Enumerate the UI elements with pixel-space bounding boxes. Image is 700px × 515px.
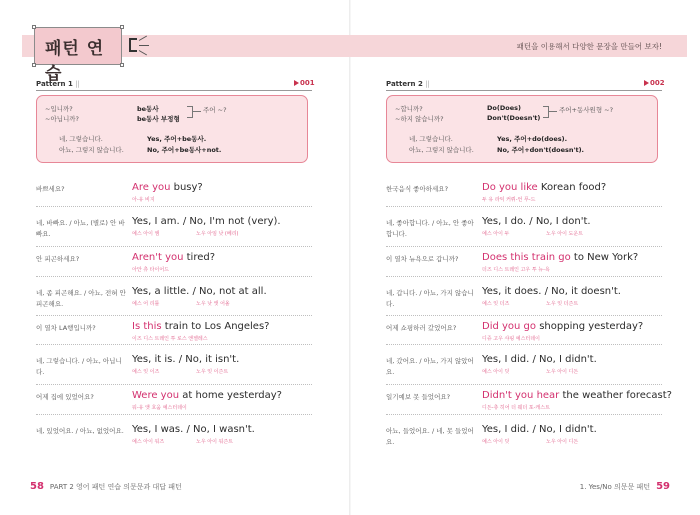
pronunciation-2: 노우 잇 이즌트 (196, 369, 229, 375)
pronunciation: 워-유 앳 호움 예스터데이 (132, 405, 187, 411)
english-sentence (482, 390, 672, 401)
book-spine (349, 0, 351, 515)
english-sentence (132, 286, 267, 297)
pronunciation: 예스 잇 이즈 (132, 369, 160, 375)
korean-sentence: 일기예보 못 들었어요? (386, 393, 451, 401)
footer-left (30, 481, 182, 492)
box-answer-2-ko: 아뇨, 그렇지 않습니다. (59, 146, 124, 154)
english-sentence (132, 252, 215, 263)
korean-sentence: 네, 갑니다. / 아뇨, 가지 않습니다. (386, 289, 474, 308)
audio-track[interactable]: 002 (644, 79, 665, 87)
korean-sentence: 이 열차 LA행입니까? (36, 324, 96, 332)
pronunciation-2: 노우 아이 디든 (546, 369, 579, 375)
korean-sentence: 어제 집에 있었어요? (36, 393, 94, 401)
box-answer-1-ko: 네, 그렇습니다. (409, 135, 453, 143)
sentence-rest: busy? (170, 182, 203, 193)
pattern-header (36, 78, 315, 92)
pronunciation: 디든-츄 히어 더 웨더 포-캐스트 (482, 405, 550, 411)
box-form-1: Do(Does) (487, 104, 521, 112)
sentence-rest: Yes, I do. / No, I don't. (482, 216, 591, 227)
english-sentence (132, 390, 282, 401)
footer-right-text: 1. Yes/No 의문문 패턴 (579, 483, 651, 491)
pronunciation: 아안 츄 타이어드 (132, 267, 169, 273)
pronunciation: 두 유 라익 커뤼-언 푸-드 (482, 197, 536, 203)
sentence-rest: Yes, I am. / No, I'm not (very). (132, 216, 281, 227)
play-icon (644, 80, 649, 86)
sentence-rest: Yes, I did. / No, I didn't. (482, 354, 597, 365)
play-icon (294, 80, 299, 86)
pronunciation: 예스 아이 딧 (482, 369, 510, 375)
pronunciation-2: 노우 낫 앳 어올 (196, 301, 230, 307)
pattern-label: Pattern 1 || (36, 80, 80, 88)
sentence-rest: Yes, I did. / No, I didn't. (482, 424, 597, 435)
korean-sentence: 한국음식 좋아하세요? (386, 185, 449, 193)
box-form-2: be동사 부정형 (137, 115, 180, 123)
pronunciation-2: 노우 잇 더즌트 (546, 301, 579, 307)
pattern-highlight: Were you (132, 390, 180, 401)
pronunciation: 디쥬 고우 샤핑 예스터데이 (482, 336, 540, 342)
box-subject: 주어+동사원형 ~? (559, 106, 614, 114)
english-sentence (482, 216, 591, 227)
korean-sentence: 안 피곤하세요? (36, 255, 80, 263)
title-corner-bl (32, 63, 36, 67)
footer-left-text: PART 2 영어 패턴 연습 의문문과 대답 패턴 (49, 483, 182, 491)
title-corner-tl (32, 25, 36, 29)
pronunciation: 예스 어 리틀 (132, 301, 160, 307)
pronunciation: 이즈 디스 트레인 투 로스 앤젤레스 (132, 336, 208, 342)
korean-sentence: 어제 쇼핑하러 갔었어요? (386, 324, 457, 332)
box-answer-2-en: No, 주어+be동사+not. (147, 146, 222, 154)
pattern-divider (386, 90, 662, 91)
pronunciation: 예스 아이 워즈 (132, 439, 165, 445)
english-sentence (482, 252, 638, 263)
pronunciation: 예스 아이 딧 (482, 439, 510, 445)
korean-sentence: 네, 있었어요. / 아뇨, 없었어요. (36, 427, 124, 435)
sentence-rest: Korean food? (537, 182, 607, 193)
sentence-rest: Yes, I was. / No, I wasn't. (132, 424, 255, 435)
box-answer-1-en: Yes, 주어+do(does). (497, 135, 568, 143)
pronunciation: 더즈 디스 트레인 고우 투 뉴-욕 (482, 267, 550, 273)
pronunciation: 예스 아이 두 (482, 231, 510, 237)
pattern-box (36, 95, 308, 163)
box-bracket (187, 106, 193, 118)
pattern-highlight: Aren't you (132, 252, 184, 263)
english-sentence (132, 354, 239, 365)
box-answer-1-en: Yes, 주어+be동사. (147, 135, 207, 143)
pronunciation: 아-유 비지 (132, 197, 155, 203)
sentence-rest: to New York? (570, 252, 639, 263)
korean-sentence: 네, 그렇습니다. / 아뇨, 아닙니다. (36, 357, 122, 376)
english-sentence (482, 182, 606, 193)
sparkle-icon (125, 36, 151, 56)
korean-sentence: 네, 좋아합니다. / 아뇨, 안 좋아합니다. (386, 219, 474, 238)
pronunciation: 예스 잇 더즈 (482, 301, 510, 307)
english-sentence (482, 286, 621, 297)
sentence-rest: Yes, it does. / No, it doesn't. (482, 286, 621, 297)
box-question-1: ~입니까? (45, 105, 73, 113)
box-form-1: be동사 (137, 105, 159, 113)
korean-sentence: 네, 바빠요. / 아뇨, (별로) 안 바빠요. (36, 219, 125, 238)
box-answer-2-en: No, 주어+don't(doesn't). (497, 146, 585, 154)
page-number-right: 59 (656, 481, 670, 492)
box-answer-2-ko: 아뇨, 그렇지 않습니다. (409, 146, 474, 154)
korean-sentence: 아뇨, 들었어요. / 네, 못 들었어요. (386, 427, 474, 446)
english-sentence (482, 354, 597, 365)
pattern-highlight: Is this (132, 321, 162, 332)
pronunciation: 예스 아이 앰 (132, 231, 160, 237)
page-number-left: 58 (30, 481, 44, 492)
pattern-highlight: Do you like (482, 182, 538, 193)
pattern-divider (36, 90, 312, 91)
box-subject: 주어 ~? (203, 106, 227, 114)
audio-track[interactable]: 001 (294, 79, 315, 87)
box-connector (193, 111, 201, 112)
pattern-highlight: Are you (132, 182, 171, 193)
sentence-rest: at home yesterday? (179, 390, 282, 401)
sentence-rest: shopping yesterday? (536, 321, 644, 332)
box-connector (549, 111, 557, 112)
pattern-box (386, 95, 658, 163)
english-sentence (482, 424, 597, 435)
sentence-rest: Yes, a little. / No, not at all. (132, 286, 267, 297)
sentence-rest: the weather forecast? (559, 390, 672, 401)
sentence-rest: tired? (183, 252, 216, 263)
pattern-header (386, 78, 665, 92)
pronunciation-2: 노우 아임 낫 (베리) (196, 231, 239, 237)
pronunciation-2: 노우 아이 워즌트 (196, 439, 233, 445)
pattern-label: Pattern 2 || (386, 80, 430, 88)
pronunciation-2: 노우 아이 디든 (546, 439, 579, 445)
sentence-rest: train to Los Angeles? (161, 321, 270, 332)
box-question-1: ~합니까? (395, 105, 423, 113)
pattern-highlight: Didn't you hear (482, 390, 560, 401)
korean-sentence: 바쁘세요? (36, 185, 65, 193)
box-question-2: ~아닙니까? (45, 115, 80, 123)
box-answer-1-ko: 네, 그렇습니다. (59, 135, 103, 143)
english-sentence (132, 182, 203, 193)
english-sentence (482, 321, 643, 332)
korean-sentence: 네, 갔어요. / 아뇨, 가지 않았어요. (386, 357, 474, 376)
english-sentence (132, 216, 281, 227)
section-subtitle: 패턴을 이용해서 다양한 문장을 만들어 보자! (516, 42, 662, 51)
title-corner-br (120, 63, 124, 67)
section-title: 패턴 연습 (45, 39, 105, 84)
pronunciation-2: 노우 아이 도운트 (546, 231, 583, 237)
sentence-rest: Yes, it is. / No, it isn't. (132, 354, 240, 365)
korean-sentence: 이 열차 뉴욕으로 갑니까? (386, 255, 459, 263)
box-question-2: ~하지 않습니까? (395, 115, 444, 123)
pattern-highlight: Did you go (482, 321, 537, 332)
pattern-highlight: Does this train go (482, 252, 571, 263)
korean-sentence: 네, 좀 피곤해요. / 아뇨, 전혀 안 피곤해요. (36, 289, 126, 308)
box-form-2: Don't(Doesn't) (487, 114, 541, 122)
box-bracket (543, 106, 549, 118)
english-sentence (132, 424, 255, 435)
footer-right (580, 481, 670, 492)
english-sentence (132, 321, 269, 332)
title-corner-tr (120, 25, 124, 29)
